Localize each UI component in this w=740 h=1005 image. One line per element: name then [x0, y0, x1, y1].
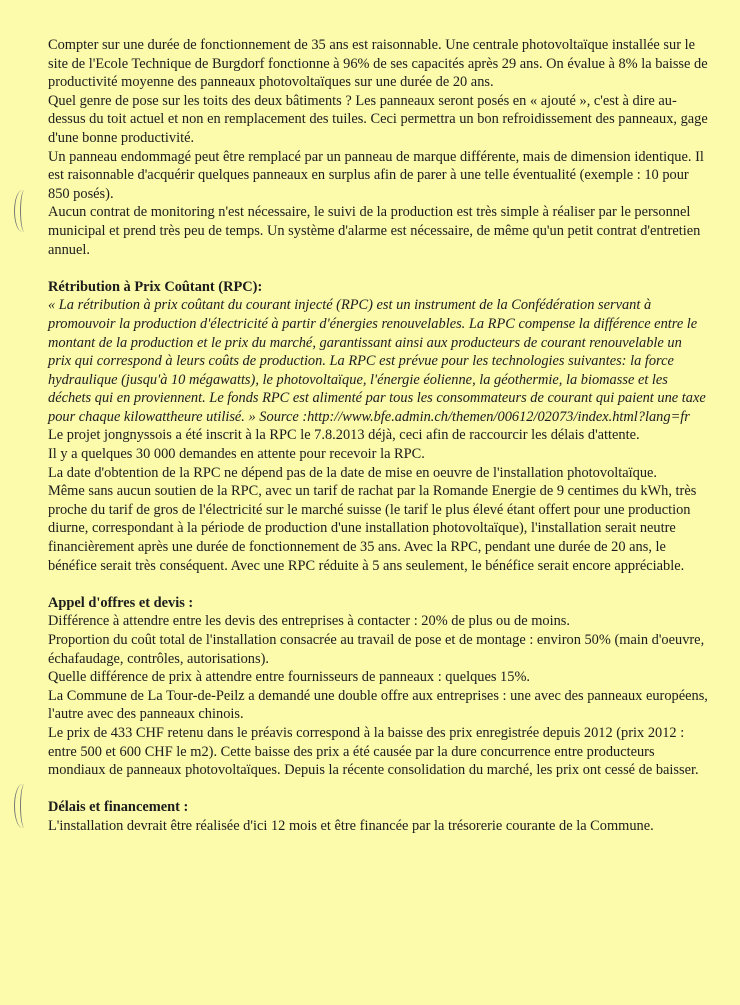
rpc-quote: « La rétribution à prix coûtant du courant injecté (RPC) est un instrument de la Confédération servant à promouvoir la production d'électricité à partir d'énergies renouvelables. La RPC compense la différence entre le montant de la production et le prix du marché, garantissant ainsi aux producteurs de courant renouvelable un prix qui correspond à leurs coûts de production. La RPC est prévue pour les technologies suivantes: la force hydraulique (jusqu'à 10 mégawatts), le photovoltaïque, l'énergie éolienne, la géothermie, la biomasse et les déchets qui en proviennent. Le fonds RPC est alimenté par tous les consommateurs de courant qui paient une taxe pour chaque kilowattheure utilisé. » Source :http://www.bfe.admin.ch/themen/00612/02073/index.html?lang=fr — [48, 297, 706, 425]
offres-paragraph: Le prix de 433 CHF retenu dans le préavis correspond à la baisse des prix enregistrée depuis 2012 (prix 2012 : entre 500 et 600 CHF le m2). Cette baisse des prix a été causée par la dure concurrence entre producteurs mondiaux de panneaux photovoltaïques. Depuis la récente consolidation du marché, les prix ont cessé de baisser. — [48, 724, 699, 779]
delais-paragraph: L'installation devrait être réalisée d'ici 12 mois et être financée par la trésorerie courante de la Commune. — [48, 817, 654, 834]
intro-paragraph: Quel genre de pose sur les toits des deux bâtiments ? Les panneaux seront posés en « ajouté », c'est à dire au-dessus du toit actuel et non en remplacement des tuiles. Ceci permettra un bon refroidissement des panneaux, gage d'une bonne productivité. — [48, 92, 708, 146]
offres-paragraph: Quelle différence de prix à attendre entre fournisseurs de panneaux : quelques 15%. — [48, 669, 531, 686]
margin-mark-2 — [14, 784, 31, 828]
offres-paragraph: Proportion du coût total de l'installation consacrée au travail de pose et de montage : environ 50% (main d'oeuvre, échafaudage, contrôles, autorisations). — [48, 632, 705, 667]
delais-section — [48, 817, 708, 836]
margin-mark-1 — [14, 190, 31, 232]
rpc-paragraph: Même sans aucun soutien de la RPC, avec un tarif de rachat par la Romande Energie de 9 centimes du kWh, très proche du tarif de gros de l'électricité sur le marché suisse (le tarif le plus élevé étant offert pour une production diurne, correspondant à la période de production d'une installation photovoltaïque), l'installation serait neutre financièrement après une durée de fonctionnement de 35 ans. Avec la RPC, pendant une durée de 20 ans, le bénéfice serait très conséquent. Avec une RPC réduite à 5 ans seulement, le bénéfice serait encore appréciable. — [48, 483, 697, 574]
offres-section — [48, 612, 708, 779]
rpc-paragraph: Il y a quelques 30 000 demandes en attente pour recevoir la RPC. — [48, 446, 425, 463]
offres-paragraph: La Commune de La Tour-de-Peilz a demandé une double offre aux entreprises : une avec des panneaux européens, l'autre avec des panneaux chinois. — [48, 687, 708, 723]
intro-paragraph: Aucun contrat de monitoring n'est nécessaire, le suivi de la production est très simple à réaliser par le personnel municipal et prend très peu de temps. Un système d'alarme est nécessaire, de même qu'un petit contrat d'entretien annuel. — [48, 204, 701, 258]
rpc-heading: Rétribution à Prix Coûtant (RPC): — [48, 278, 263, 295]
intro-paragraph: Un panneau endommagé peut être remplacé par un panneau de marque différente, mais de dimension identique. Il est raisonnable d'acquérir quelques panneaux en surplus afin de parer à une telle éventualité (exemple : 10 pour 850 posés). — [48, 148, 704, 202]
intro-paragraph: Compter sur une durée de fonctionnement de 35 ans est raisonnable. Une centrale photovoltaïque installée sur le site de l'Ecole Technique de Burgdorf fonctionne à 96% de ses capacités après 29 ans. On évalue à 8% la baisse de productivité moyenne des panneaux photovoltaïques sur une durée de 20 ans. — [48, 37, 708, 91]
rpc-paragraph: Le projet jongnyssois a été inscrit à la RPC le 7.8.2013 déjà, ceci afin de raccourcir les délais d'attente. — [48, 427, 640, 444]
offres-paragraph: Différence à attendre entre les devis des entreprises à contacter : 20% de plus ou de moins. — [48, 613, 570, 630]
delais-heading: Délais et financement : — [48, 799, 189, 816]
rpc-paragraph: La date d'obtention de la RPC ne dépend pas de la date de mise en oeuvre de l'installation photovoltaïque. — [48, 464, 658, 481]
intro-section — [48, 36, 708, 259]
document-page — [48, 36, 708, 836]
offres-heading: Appel d'offres et devis : — [48, 594, 194, 611]
rpc-section — [48, 296, 708, 575]
